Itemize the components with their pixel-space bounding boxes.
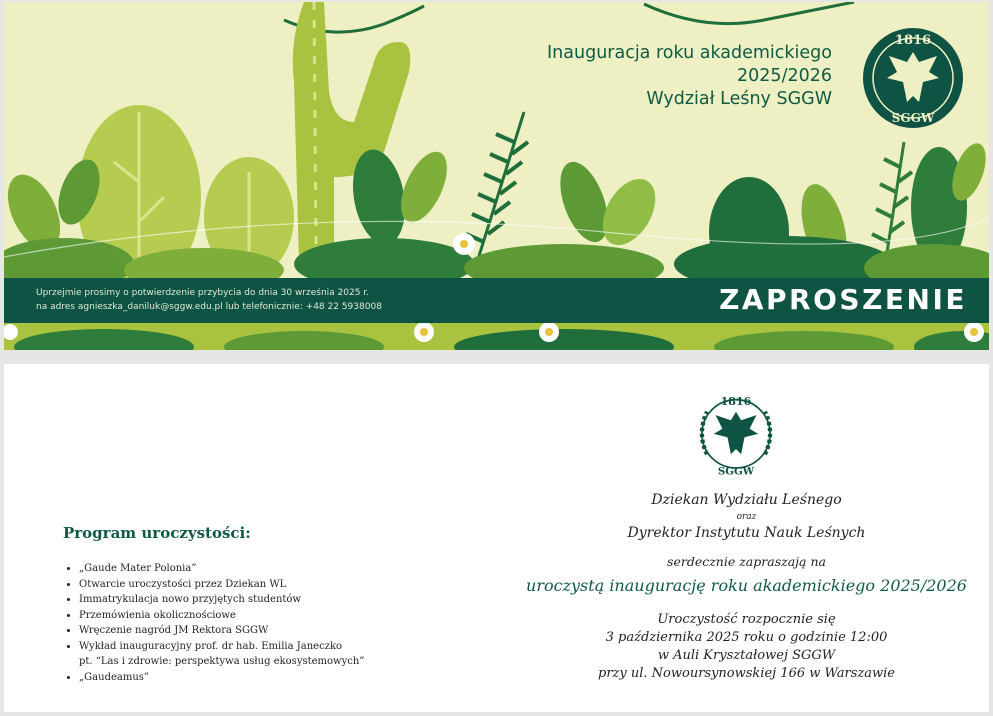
banner-band [4, 278, 989, 323]
invitation-front [4, 2, 989, 350]
invitation-back [4, 364, 989, 712]
emblem-year: 1816 [720, 394, 752, 408]
program-item: • Wykład inauguracyjny prof. dr hab. Emilia Janeczko pt. “Las i zdrowie: perspektywa usług ekosystemowych” [79, 639, 364, 670]
event-title-line: Inauguracja roku akademickiego [547, 43, 832, 63]
rsvp-line: Uprzejmie prosimy o potwierdzenie przybycia do dnia 30 września 2025 r. [36, 288, 370, 298]
emblem-year: 1816 [894, 33, 932, 48]
program-title: Program uroczystości: [63, 524, 251, 542]
host-director: Dyrektor Instytutu Nauk Leśnych [627, 525, 866, 541]
sggw-eagle-logo [690, 386, 782, 480]
program-item: • Przemówienia okolicznościowe [79, 608, 364, 624]
event-title-line: 2025/2026 [737, 66, 832, 86]
sggw-emblem [859, 22, 967, 136]
emblem-name: SGGW [717, 465, 755, 478]
invite-headline: uroczystą inaugurację roku akademickiego 2025/2026 [526, 576, 967, 595]
sggw-eagle-logo [859, 22, 967, 132]
event-details-line: 3 października 2025 roku o godzinie 12:00 [605, 630, 888, 645]
program-item: • „Gaude Mater Polonia” [79, 561, 364, 577]
event-title-line: Wydział Leśny SGGW [646, 89, 832, 109]
event-details-line: w Auli Kryształowej SGGW [657, 648, 836, 663]
sggw-emblem [690, 386, 782, 484]
event-title [547, 42, 832, 111]
banner-title: ZAPROSZENIE [719, 283, 967, 316]
program-item: • Immatrykulacja nowo przyjętych studentów [79, 592, 364, 608]
invite-phrase: serdecznie zapraszają na [667, 554, 826, 569]
rsvp-line: na adres agnieszka_daniluk@sggw.edu.pl lub telefonicznie: +48 22 5938008 [36, 302, 382, 312]
event-details-line: przy ul. Nowoursynowskiej 166 w Warszawie [598, 666, 895, 681]
program-list [59, 561, 364, 685]
emblem-name: SGGW [891, 111, 935, 125]
host-conjunction: oraz [736, 512, 757, 522]
program-item: • „Gaudeamus” [79, 670, 364, 686]
host-dean: Dziekan Wydziału Leśnego [651, 492, 842, 508]
rsvp-note [36, 286, 382, 314]
event-details-line: Uroczystość rozpocznie się [657, 612, 836, 627]
program-item: • Wręczenie nagród JM Rektora SGGW [79, 623, 364, 639]
program-item: • Otwarcie uroczystości przez Dziekan WL [79, 577, 364, 593]
